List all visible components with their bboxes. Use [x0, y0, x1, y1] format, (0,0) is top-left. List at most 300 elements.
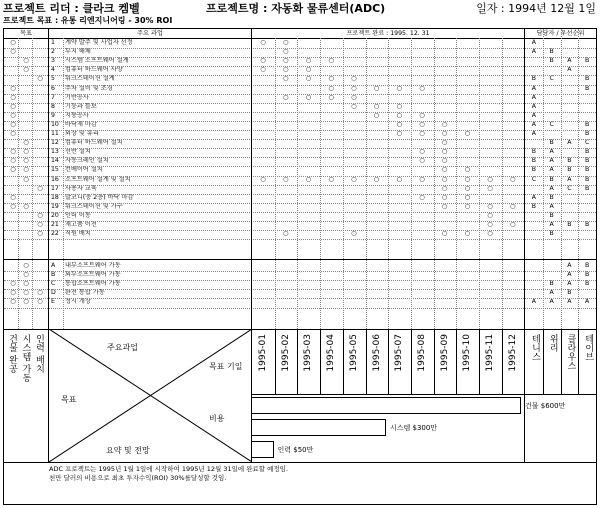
owner-priority: A: [531, 111, 536, 119]
cost-bar-label: 인력 $50만: [277, 446, 314, 454]
task-name: 바닥재 마감: [65, 120, 97, 128]
goal-mark: ○: [23, 202, 29, 210]
schedule-mark: ○: [419, 130, 425, 137]
schedule-mark: ○: [282, 39, 289, 46]
task-name: 인력 이동: [65, 211, 91, 219]
schedule-mark: ○: [351, 75, 357, 83]
task-name: 컨베이어 설치: [65, 166, 103, 174]
row-rule: [4, 139, 596, 140]
schedule-mark: ○: [328, 57, 334, 65]
task-row: [4, 48, 596, 57]
subgoal-row: [4, 271, 596, 280]
task-number: 14: [51, 157, 59, 165]
owner-priority: A: [549, 166, 554, 174]
owner-priority: A: [549, 202, 554, 210]
subgoal-row: [4, 289, 596, 298]
owner-name-vertical: 클라우스: [565, 334, 576, 370]
month-col-rule: [320, 38, 321, 329]
task-name: 주차 설비 및 조경: [65, 84, 113, 92]
goal-mark: ○: [23, 271, 29, 279]
owner-priority: A: [549, 148, 554, 156]
quadrant-cost-label: 비용: [209, 414, 225, 423]
owner-priority: B: [585, 280, 590, 288]
task-row: [4, 103, 596, 112]
owner-priority: A: [567, 262, 572, 269]
row-rule: [4, 112, 596, 113]
row-rule: [4, 221, 596, 222]
task-row: [4, 148, 596, 157]
task-row: [4, 75, 596, 84]
schedule-mark: ○: [282, 175, 289, 183]
task-number: 2: [51, 48, 55, 56]
owner-priority: B: [585, 130, 590, 137]
owner-priority: A: [549, 184, 554, 192]
task-row: [4, 130, 596, 139]
project-leader: 프로젝트 리더 : 클라크 켐벨: [3, 2, 140, 15]
schedule-mark: ○: [351, 230, 357, 238]
schedule-mark: ○: [464, 166, 470, 174]
owner-priority: B: [567, 157, 572, 165]
goal-mark: ○: [10, 289, 16, 297]
goal-mark: ○: [10, 157, 16, 165]
schedule-mark: ○: [419, 84, 425, 92]
owner-priority: A: [549, 221, 554, 228]
row-rule: [4, 203, 596, 204]
owner-priority: A: [531, 93, 536, 101]
owner-priority: B: [549, 211, 554, 219]
goal-mark: ○: [10, 102, 16, 110]
goal-mark: ○: [10, 193, 16, 201]
task-name: 사용자 교육: [65, 184, 97, 192]
task-name: 시스템 소프트웨어 설계: [65, 57, 129, 65]
task-number: 11: [51, 130, 59, 137]
owner-priority: A: [567, 280, 572, 288]
month-col-rule: [434, 38, 435, 329]
schedule-mark: ○: [464, 130, 470, 137]
owner-priority: B: [585, 120, 590, 128]
subgoal-row: [4, 280, 596, 289]
goal-mark: ○: [23, 280, 29, 288]
month-col-rule: [456, 38, 457, 329]
schedule-mark: ○: [441, 193, 448, 201]
task-number: 10: [51, 120, 59, 128]
schedule-mark: ○: [419, 157, 425, 165]
owner-priority: B: [549, 57, 554, 65]
schedule-mark: ○: [328, 175, 334, 183]
row-rule: [4, 157, 596, 158]
task-name: 워크스테이션 및 가구: [65, 202, 123, 210]
row-rule: [4, 130, 596, 131]
schedule-mark: ○: [419, 120, 425, 128]
subgoal-code: C: [51, 280, 56, 288]
date-col-rule: [297, 329, 298, 394]
owner-priority: B: [567, 221, 572, 228]
target-month: 1995-07: [394, 334, 405, 372]
task-row: [4, 185, 596, 194]
month-col-rule: [343, 38, 344, 329]
schedule-mark: ○: [441, 175, 448, 183]
task-row: [4, 139, 596, 148]
task-row: [4, 221, 596, 230]
task-row: [4, 85, 596, 94]
subgoal-row: [4, 262, 596, 271]
schedule-mark: ○: [305, 93, 312, 101]
goal-mark: ○: [10, 280, 16, 288]
task-row: [4, 66, 596, 75]
goal-mark: ○: [37, 211, 43, 219]
date-col-rule: [434, 329, 435, 394]
owner-priority: B: [585, 57, 590, 65]
owner-priority: A: [531, 39, 536, 46]
owner-priority: B: [531, 202, 536, 210]
schedule-mark: ○: [441, 139, 448, 147]
date-col-rule: [388, 329, 389, 394]
schedule-mark: ○: [328, 93, 334, 101]
schedule-mark: ○: [487, 184, 493, 192]
goal-mark: ○: [10, 130, 16, 137]
goal-mark: ○: [10, 298, 16, 306]
owner-priority: A: [567, 57, 572, 65]
header-rule: [4, 38, 596, 39]
task-column-header: 주요 과업: [137, 30, 163, 37]
task-number: 6: [51, 84, 55, 92]
owner-priority: C: [549, 75, 554, 83]
schedule-mark: ○: [351, 93, 357, 101]
owner-priority: A: [567, 66, 572, 74]
one-page-project-matrix: [3, 28, 597, 505]
owner-priority: B: [549, 193, 554, 201]
schedule-mark: ○: [441, 148, 448, 156]
row-rule: [4, 75, 596, 76]
project-objective: 프로젝트 목표 : 유통 리엔지니어링 - 30% ROI: [3, 16, 173, 25]
quadrant-goals-label: 목표: [61, 395, 77, 404]
row-rule: [4, 298, 596, 299]
goal-col-rule: [18, 38, 19, 329]
row-rule: [4, 85, 596, 86]
owner-priority: A: [567, 175, 572, 183]
owner-name-vertical: 위리: [547, 334, 558, 352]
month-col-rule: [388, 38, 389, 329]
owner-priority: A: [531, 48, 536, 56]
owner-col-rule: [543, 29, 544, 329]
task-name: 부지 해체: [65, 48, 91, 56]
task-number: 18: [51, 193, 59, 201]
schedule-mark: ○: [351, 84, 357, 92]
row-rule: [4, 185, 596, 186]
owner-priority: B: [531, 166, 536, 174]
row-rule: [4, 94, 596, 95]
row-rule: [4, 166, 596, 167]
row-rule: [4, 280, 596, 281]
date-col-rule: [411, 329, 412, 394]
schedule-mark: ○: [328, 75, 334, 83]
month-col-rule: [479, 38, 480, 329]
task-name: 외장 및 유리: [65, 130, 99, 137]
schedule-mark: ○: [509, 175, 516, 183]
task-number: 15: [51, 166, 59, 174]
schedule-mark: ○: [282, 57, 289, 65]
task-name: 지붕공사: [65, 111, 89, 119]
goal-name-vertical: 건물 완공: [7, 334, 17, 373]
task-row: [4, 94, 596, 103]
schedule-mark: ○: [441, 230, 448, 238]
num-col-rule: [63, 38, 64, 329]
target-month: 1995-10: [462, 334, 473, 372]
goal-mark: ○: [10, 39, 16, 46]
owner-priority: C: [549, 120, 554, 128]
schedule-mark: ○: [487, 202, 493, 210]
task-name: 발코니(중 2층) 바닥 마감: [65, 193, 134, 201]
row-rule: [4, 230, 596, 231]
schedule-mark: ○: [396, 130, 402, 137]
schedule-mark: ○: [282, 48, 289, 56]
row-rule: [4, 121, 596, 122]
owner-priority: A: [567, 298, 572, 306]
quadrant-diagonals: [49, 329, 252, 462]
task-name: 소프트웨어 설계 및 설치: [65, 175, 131, 183]
schedule-mark: ○: [419, 175, 425, 183]
task-row: [4, 121, 596, 130]
owner-priority: B: [549, 280, 554, 288]
owner-priority: B: [567, 289, 572, 297]
schedule-mark: ○: [441, 166, 448, 174]
schedule-mark: ○: [396, 111, 402, 119]
schedule-mark: ○: [373, 175, 380, 183]
schedule-mark: ○: [464, 230, 470, 238]
owner-priority: C: [567, 184, 572, 192]
row-rule: [4, 239, 596, 240]
owner-priority: B: [585, 184, 590, 192]
target-month: 1995-09: [439, 334, 450, 372]
schedule-mark: ○: [396, 175, 402, 183]
goal-mark: ○: [23, 57, 29, 65]
task-number: 3: [51, 57, 55, 65]
schedule-mark: ○: [464, 202, 470, 210]
schedule-mark: ○: [441, 120, 448, 128]
owner-priority: A: [531, 84, 536, 92]
task-number: 17: [51, 184, 59, 192]
task-row: [4, 194, 596, 203]
owner-col-rule: [578, 329, 579, 394]
task-row: [4, 157, 596, 166]
target-month: 1995-08: [416, 334, 427, 372]
schedule-mark: ○: [328, 84, 334, 92]
subgoal-name: 내부소프트웨어 가동: [65, 262, 121, 269]
schedule-mark: ○: [441, 202, 448, 210]
schedule-mark: ○: [260, 57, 266, 65]
quadrant-summary-label: 요약 및 전망: [106, 446, 150, 455]
owner-priority: B: [585, 166, 590, 174]
schedule-mark: ○: [487, 211, 493, 219]
schedule-mark: ○: [487, 221, 493, 228]
goal-mark: ○: [23, 298, 29, 306]
target-month: 1995-01: [258, 334, 268, 372]
owner-priority: B: [585, 75, 590, 83]
row-rule: [4, 103, 596, 104]
quadrant-bottom-rule: [4, 462, 596, 463]
target-month: 1995-03: [303, 334, 314, 372]
schedule-mark: ○: [396, 120, 402, 128]
row-rule: [4, 148, 596, 149]
task-number: 16: [51, 175, 59, 183]
owner-priority: B: [549, 175, 554, 183]
date-bottom-rule: [251, 394, 596, 395]
goal-mark: ○: [10, 93, 16, 101]
goal-col-rule: [32, 38, 33, 329]
owner-priority: A: [549, 298, 554, 306]
owner-priority: B: [585, 84, 590, 92]
cost-bar-label: 건물 $600만: [525, 402, 566, 410]
schedule-mark: ○: [419, 193, 425, 201]
goal-mark: ○: [10, 48, 16, 56]
owner-priority: A: [549, 289, 554, 297]
owner-priority: B: [549, 230, 554, 238]
date-col-rule: [275, 329, 276, 394]
task-name: 컴퓨터 하드웨어 설치: [65, 139, 123, 147]
cost-bar: [251, 441, 274, 458]
schedule-mark: ○: [464, 184, 470, 192]
owner-col-rule: [543, 329, 544, 394]
task-row: [4, 57, 596, 66]
subgoal-name: 완전 통합 가동: [65, 289, 105, 297]
goal-mark: ○: [10, 166, 16, 174]
owner-priority: B: [531, 148, 536, 156]
cost-bar: [251, 419, 386, 436]
schedule-mark: ○: [282, 93, 289, 101]
goal-mark: ○: [10, 84, 16, 92]
schedule-mark: ○: [509, 202, 516, 210]
task-number: 8: [51, 102, 55, 110]
goal-mark: ○: [23, 148, 29, 156]
schedule-mark: ○: [282, 75, 289, 83]
owner-priority: A: [531, 120, 536, 128]
schedule-mark: ○: [396, 84, 402, 92]
task-number: 12: [51, 139, 59, 147]
owner-priority: A: [531, 193, 536, 201]
task-number: 9: [51, 111, 55, 119]
schedule-mark: ○: [260, 175, 266, 183]
owner-column-header: 담당자 / 우선순위: [536, 30, 585, 37]
subgoal-row: [4, 298, 596, 307]
project-date: 일자 : 1994년 12월 1일: [476, 2, 596, 15]
row-rule: [4, 289, 596, 290]
schedule-mark: ○: [260, 39, 266, 46]
goal-mark: ○: [10, 202, 16, 210]
month-col-rule: [275, 38, 276, 329]
goal-mark: ○: [10, 111, 16, 119]
row-rule: [4, 308, 596, 309]
target-month: 1995-12: [507, 334, 518, 372]
goal-mark: ○: [37, 221, 43, 228]
task-row: [4, 112, 596, 121]
task-name: 자동크레인 설치: [65, 157, 109, 165]
owner-priority: B: [549, 48, 554, 56]
owner-name-vertical: 테이브: [583, 334, 594, 361]
goal-mark: ○: [23, 66, 29, 74]
month-col-rule: [366, 38, 367, 329]
schedule-mark: ○: [441, 184, 448, 192]
schedule-mark: ○: [441, 130, 448, 137]
task-number: 20: [51, 211, 59, 219]
target-month: 1995-06: [371, 334, 382, 372]
quadrant-target-dates-label: 목표 기일: [209, 362, 243, 371]
goal-mark: ○: [37, 289, 43, 297]
row-rule: [4, 271, 596, 272]
schedule-mark: ○: [419, 148, 425, 156]
task-row: [4, 166, 596, 175]
owner-priority: C: [531, 175, 537, 183]
row-rule: [4, 176, 596, 177]
schedule-mark: ○: [282, 66, 289, 74]
goal-mark: ○: [37, 298, 43, 306]
row-rule: [4, 194, 596, 195]
goal-column-header: 목표: [20, 30, 32, 37]
goal-mark: ○: [23, 166, 29, 174]
owner-col-rule: [561, 329, 562, 394]
goal-name-vertical: 인력 배치: [34, 334, 44, 373]
schedule-mark: ○: [419, 111, 425, 119]
task-name: 재고품 이전: [65, 221, 97, 228]
task-number: 19: [51, 202, 59, 210]
owner-divider: [524, 29, 525, 462]
task-row: [4, 212, 596, 221]
schedule-mark: ○: [373, 84, 380, 92]
target-month: 1995-02: [280, 334, 291, 372]
date-col-rule: [320, 329, 321, 394]
month-col-rule: [297, 38, 298, 329]
goal-mark: ○: [10, 148, 16, 156]
owner-col-rule: [578, 29, 579, 329]
task-number: 1: [51, 39, 55, 46]
owner-priority: A: [585, 298, 590, 306]
date-col-rule: [456, 329, 457, 394]
schedule-mark: ○: [305, 57, 312, 65]
schedule-mark: ○: [464, 193, 470, 201]
task-name: 계약 발주 및 사업자 선정: [65, 39, 133, 46]
task-row: [4, 230, 596, 239]
schedule-mark: ○: [487, 230, 493, 238]
owner-col-rule: [561, 29, 562, 329]
schedule-mark: ○: [305, 75, 312, 83]
goal-mark: ○: [37, 75, 43, 83]
owner-priority: B: [567, 166, 572, 174]
schedule-mark: ○: [464, 175, 470, 183]
subgoal-name: 통합소프트웨어 가동: [65, 280, 121, 288]
schedule-mark: ○: [282, 230, 289, 238]
owner-priority: B: [585, 157, 590, 165]
date-col-rule: [343, 329, 344, 394]
schedule-mark: ○: [260, 66, 266, 74]
subgoal-code: B: [51, 271, 56, 279]
schedule-mark: ○: [396, 102, 402, 110]
owner-priority: B: [585, 271, 590, 279]
owner-priority: B: [549, 139, 554, 147]
month-col-rule: [411, 38, 412, 329]
owner-priority: B: [531, 157, 536, 165]
project-name: 프로젝트명 : 자동화 물류센터(ADC): [206, 2, 386, 15]
target-month: 1995-05: [348, 334, 359, 372]
goal-mark: ○: [37, 230, 43, 238]
owner-priority: B: [585, 262, 590, 269]
subgoal-code: D: [51, 289, 56, 297]
summary-line-2: 천만 달러의 비용으로 최초 투자수익(ROI) 30%를달성할 것임.: [49, 474, 227, 482]
task-name: 워크스테이션 설계: [65, 75, 115, 83]
schedule-mark: ○: [305, 175, 312, 183]
schedule-mark: ○: [305, 66, 312, 74]
owner-priority: A: [567, 139, 572, 147]
owner-priority: B: [531, 75, 536, 83]
task-name: 기둥과 틀보: [65, 102, 97, 110]
